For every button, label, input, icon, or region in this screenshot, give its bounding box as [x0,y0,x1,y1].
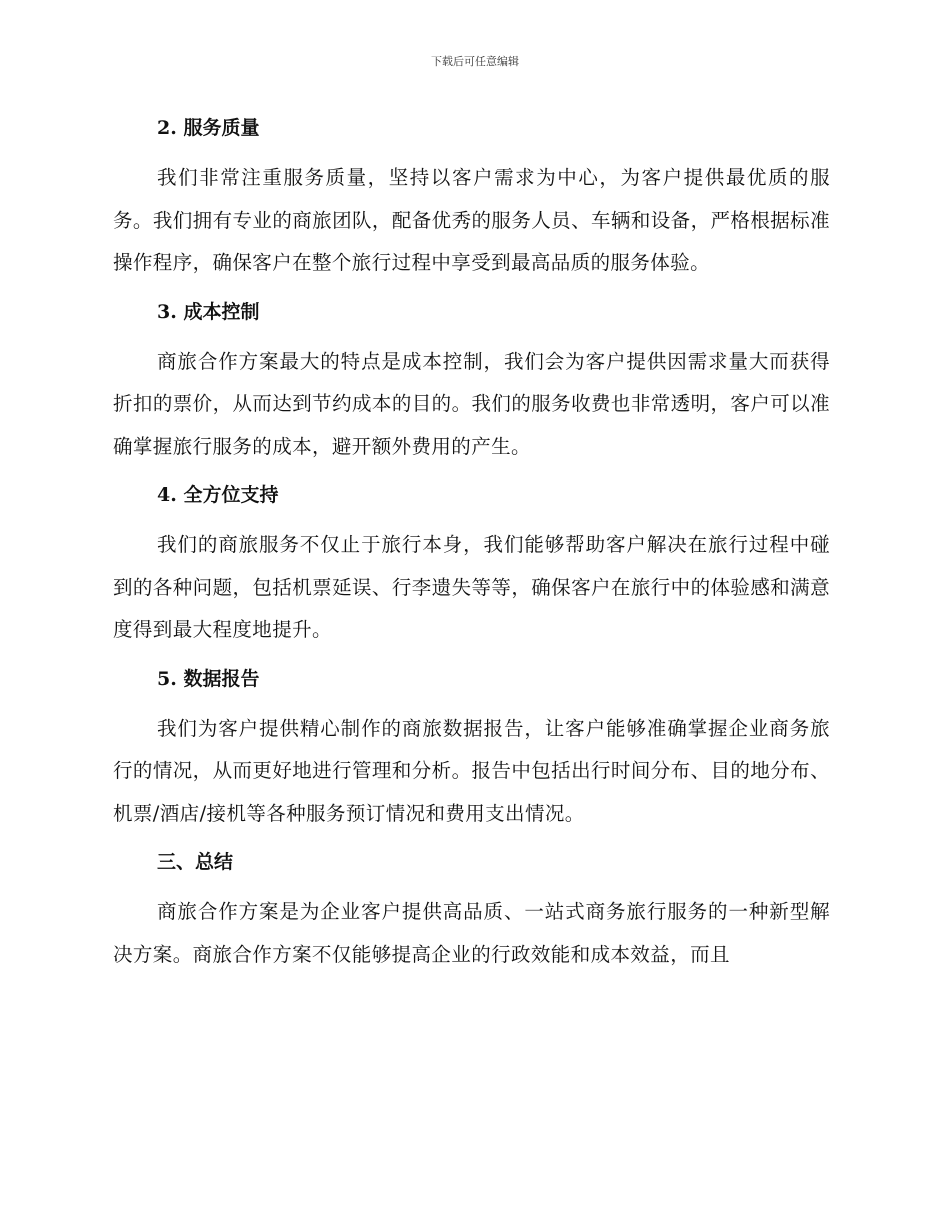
paragraph-summary: 商旅合作方案是为企业客户提供高品质、一站式商务旅行服务的一种新型解决方案。商旅合作方案不仅能够提高企业的行政效能和成本效益，而且 [113,900,830,966]
paragraph-cost-control: 商旅合作方案最大的特点是成本控制，我们会为客户提供因需求量大而获得折扣的票价，从而达到节约成本的目的。我们的服务收费也非常透明，客户可以准确掌握旅行服务的成本，避开额外费用的产生。 [113,349,830,458]
section-heading-full-support: 4. 全方位支持 [157,484,279,506]
paragraph-data-report: 我们为客户提供精心制作的商旅数据报告，让客户能够准确掌握企业商务旅行的情况，从而更好地进行管理和分析。报告中包括出行时间分布、目的地分布、机票/酒店/接机等各种服务预订情况和费用支出情况。 [113,716,830,825]
section-heading-cost-control: 3. 成本控制 [157,300,260,323]
section-heading-data-report: 5. 数据报告 [157,667,260,690]
paragraph-service-quality: 我们非常注重服务质量，坚持以客户需求为中心，为客户提供最优质的服务。我们拥有专业的商旅团队，配备优秀的服务人员、车辆和设备，严格根据标准操作程序，确保客户在整个旅行过程中享受到最高品质的服务体验。 [113,166,830,274]
paragraph-full-support: 我们的商旅服务不仅止于旅行本身，我们能够帮助客户解决在旅行过程中碰到的各种问题，包括机票延误、行李遗失等等，确保客户在旅行中的体验感和满意度得到最大程度地提升。 [113,533,830,641]
document-body [113,110,830,976]
section-heading-service-quality: 2. 服务质量 [157,117,260,139]
page-header: 下载后可任意编辑 [431,55,519,68]
section-heading-summary: 三、总结 [157,851,234,873]
